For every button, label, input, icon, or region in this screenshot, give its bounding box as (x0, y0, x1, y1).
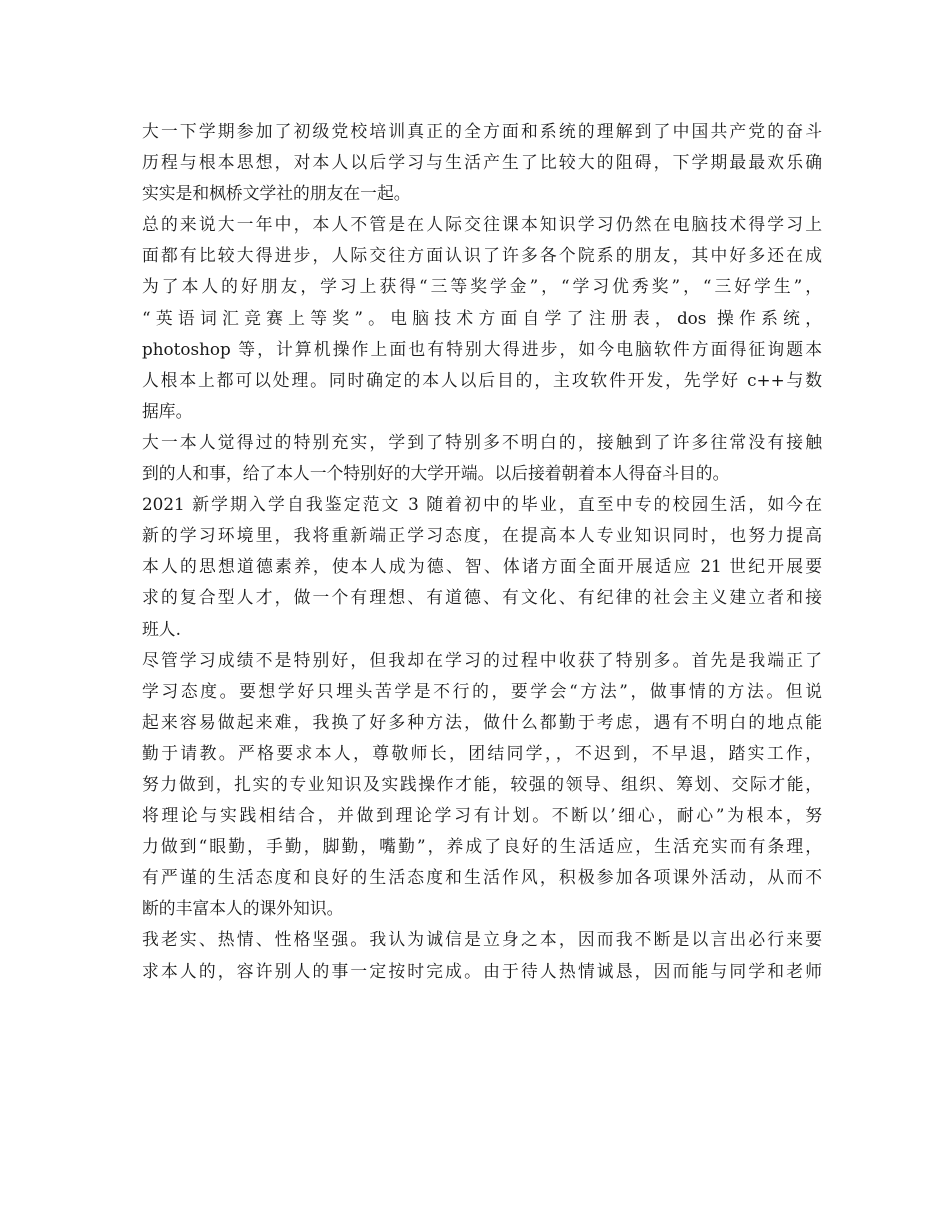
text-line: 求本人的，容许别人的事一定按时完成。由于待人热情诚恳，因而能与同学和老师 (142, 960, 822, 981)
text-line: 学习态度。要想学好只埋头苦学是不行的，要学会“方法”，做事情的方法。但说 (142, 680, 822, 701)
body-text (142, 116, 822, 987)
text-line: 尽管学习成绩不是特别好，但我却在学习的过程中收获了特别多。首先是我端正了 (142, 649, 822, 670)
text-line: 本人的思想道德素养，使本人成为德、智、体诸方面全面开展适应 21 世纪开展要 (142, 556, 822, 577)
text-line: 求的复合型人才，做一个有理想、有道德、有文化、有纪律的社会主义建立者和接 (142, 587, 822, 608)
text-line: 将理论与实践相结合，并做到理论学习有计划。不断以’细心，耐心”为根本，努 (142, 805, 822, 826)
text-line: photoshop 等，计算机操作上面也有特别大得进步，如今电脑软件方面得征询题本 (142, 338, 822, 359)
text-line: 我老实、热情、性格坚强。我认为诚信是立身之本，因而我不断是以言出必行来要 (142, 929, 822, 950)
text-line: “英语词汇竞赛上等奖”。电脑技术方面自学了注册表，dos 操作系统， (142, 307, 822, 328)
text-line: 据库。 (142, 400, 193, 421)
text-line: 努力做到，扎实的专业知识及实践操作才能，较强的领导、组织、筹划、交际才能， (142, 773, 822, 794)
text-line: 历程与根本思想，对本人以后学习与生活产生了比较大的阻碍，下学期最最欢乐确 (142, 152, 822, 173)
text-line: 勤于请教。严格要求本人，尊敬师长，团结同学，，不迟到，不早退，踏实工作， (142, 742, 822, 763)
text-line: 力做到“眼勤，手勤，脚勤，嘴勤”，养成了良好的生活适应，生活充实而有条理， (142, 836, 822, 857)
text-line: 起来容易做起来难，我换了好多种方法，做什么都勤于考虑，遇有不明白的地点能 (142, 711, 822, 732)
text-line: 面都有比较大得进步，人际交往方面认识了许多各个院系的朋友，其中好多还在成 (142, 245, 822, 266)
text-line: 有严谨的生活态度和良好的生活态度和生活作风，积极参加各项课外活动，从而不 (142, 867, 822, 888)
text-line: 新的学习环境里，我将重新端正学习态度，在提高本人专业知识同时，也努力提高 (142, 525, 822, 546)
text-line: 大一本人觉得过的特别充实，学到了特别多不明白的，接触到了许多往常没有接触 (142, 431, 822, 452)
text-line: 为了本人的好朋友，学习上获得“三等奖学金”，“学习优秀奖”，“三好学生”， (142, 276, 822, 297)
text-line: 总的来说大一年中，本人不管是在人际交往课本知识学习仍然在电脑技术得学习上 (142, 214, 822, 235)
text-line: 人根本上都可以处理。同时确定的本人以后目的，主攻软件开发，先学好 c++与数 (142, 369, 822, 390)
text-line: 到的人和事，给了本人一个特别好的大学开端。以后接着朝着本人得奋斗目的。 (142, 463, 730, 484)
text-line: 2021 新学期入学自我鉴定范文 3 随着初中的毕业，直至中专的校园生活，如今在 (142, 494, 822, 515)
text-line: 大一下学期参加了初级党校培训真正的全方面和系统的理解到了中国共产党的奋斗 (142, 121, 822, 141)
text-line: 断的丰富本人的课外知识。 (142, 898, 344, 919)
text-line: 实实是和枫桥文学社的朋友在一起。 (142, 183, 411, 204)
text-line: 班人. (142, 618, 181, 639)
